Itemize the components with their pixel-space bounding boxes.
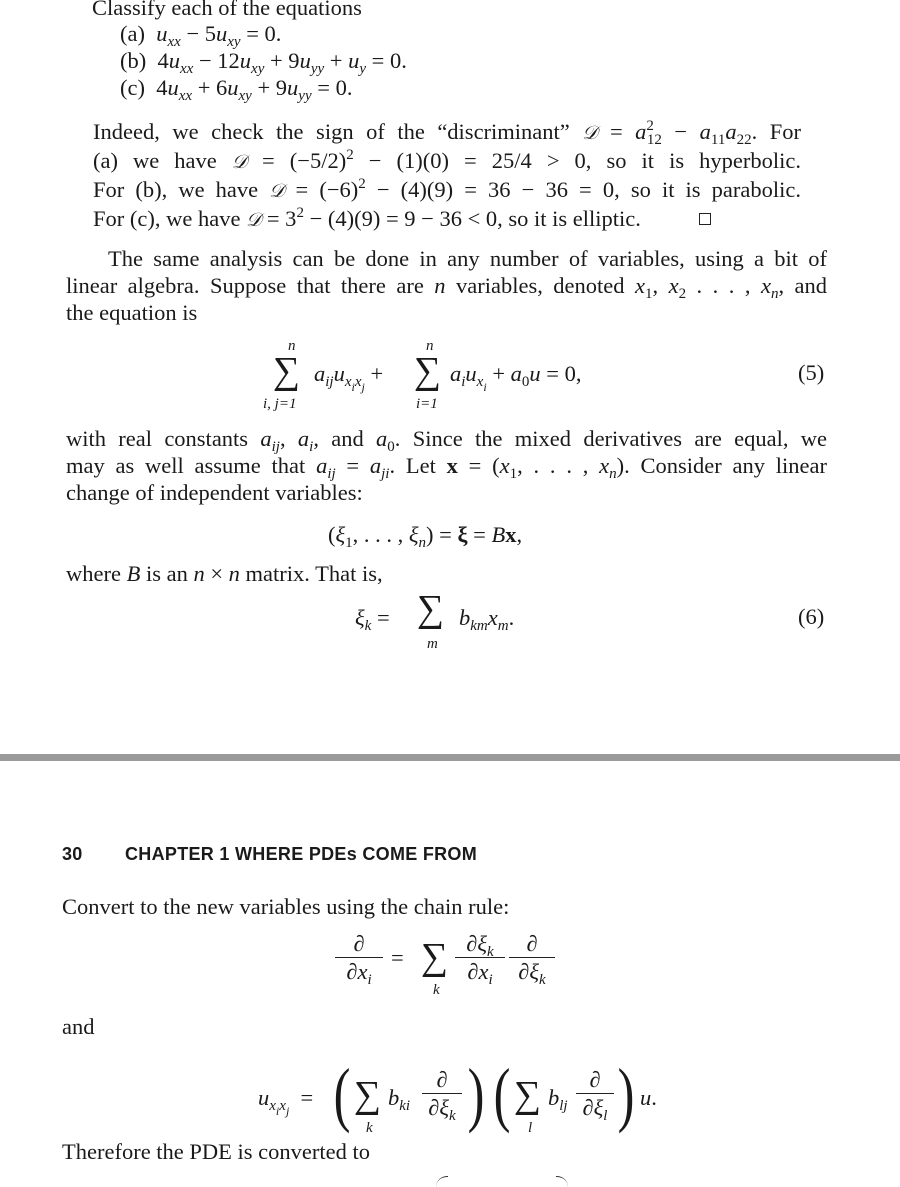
therefore-line: Therefore the PDE is converted to [62,1139,371,1164]
equation-5-number: (5) [798,360,825,385]
qed-square-icon [699,213,711,225]
equation-item-b: (b) $4u_{xx} - 12u_{xy} + 9u_{yy} + u_y = 0$. [120,48,407,77]
equation-item-a: (a) $u_{xx} - 5u_{xy} = 0$. [120,21,282,50]
analysis-paragraph: The same analysis can be done in any number of variables, using a bit of linear algebra. Suppose that there are n variables, denoted $x_1$, $x_2$ . . . , $x_n$, and the equation is [66,246,828,325]
classify-line: Classify each of the equations [92,0,362,20]
page-divider [0,754,900,761]
partial-bracket-right [556,1176,568,1187]
solution-paragraph: Indeed, we check the sign of the “discriminant” 𝒟 = $a^2_{12} - a_{11}a_{22}$. For (a) we have 𝒟 = $(-5/2)^2 - (1)(0) = 25/4 > 0$, so it is hyperbolic. For (b), we have 𝒟 = $(-6)^2 - (4)(9) = 36 - 36 = 0$, so it is parabolic. For (c), we have 𝒟 = $3^2 - (4)(9) = 9 - 36 < 0$, so it is elliptic. [93,118,801,231]
partial-bracket-left [436,1176,448,1187]
constants-paragraph: with real constants $a_{ij}$, $a_i$, and $a_0$. Since the mixed derivatives are equal, we may as well assume that $a_{ij} = a_{ji}$. Let $x = (x_1$, . . . , $x_n$). Consider any linear change of independent variables: [66,426,827,505]
and-line: and [62,1014,95,1039]
xi-equation: ($\xi_1$, . . . , $\xi_n) = \xi = Bx$, [328,522,523,551]
equation-item-c: (c) $4u_{xx} + 6u_{xy} + 9u_{yy} = 0$. [120,75,353,104]
convert-line: Convert to the new variables using the chain rule: [62,894,510,919]
page-number: 30 [62,844,83,864]
chapter-header: CHAPTER 1 WHERE PDEs COME FROM [125,844,478,864]
matrix-sentence: where B is an n × n matrix. That is, [66,561,383,586]
equation-6-number: (6) [798,604,825,629]
